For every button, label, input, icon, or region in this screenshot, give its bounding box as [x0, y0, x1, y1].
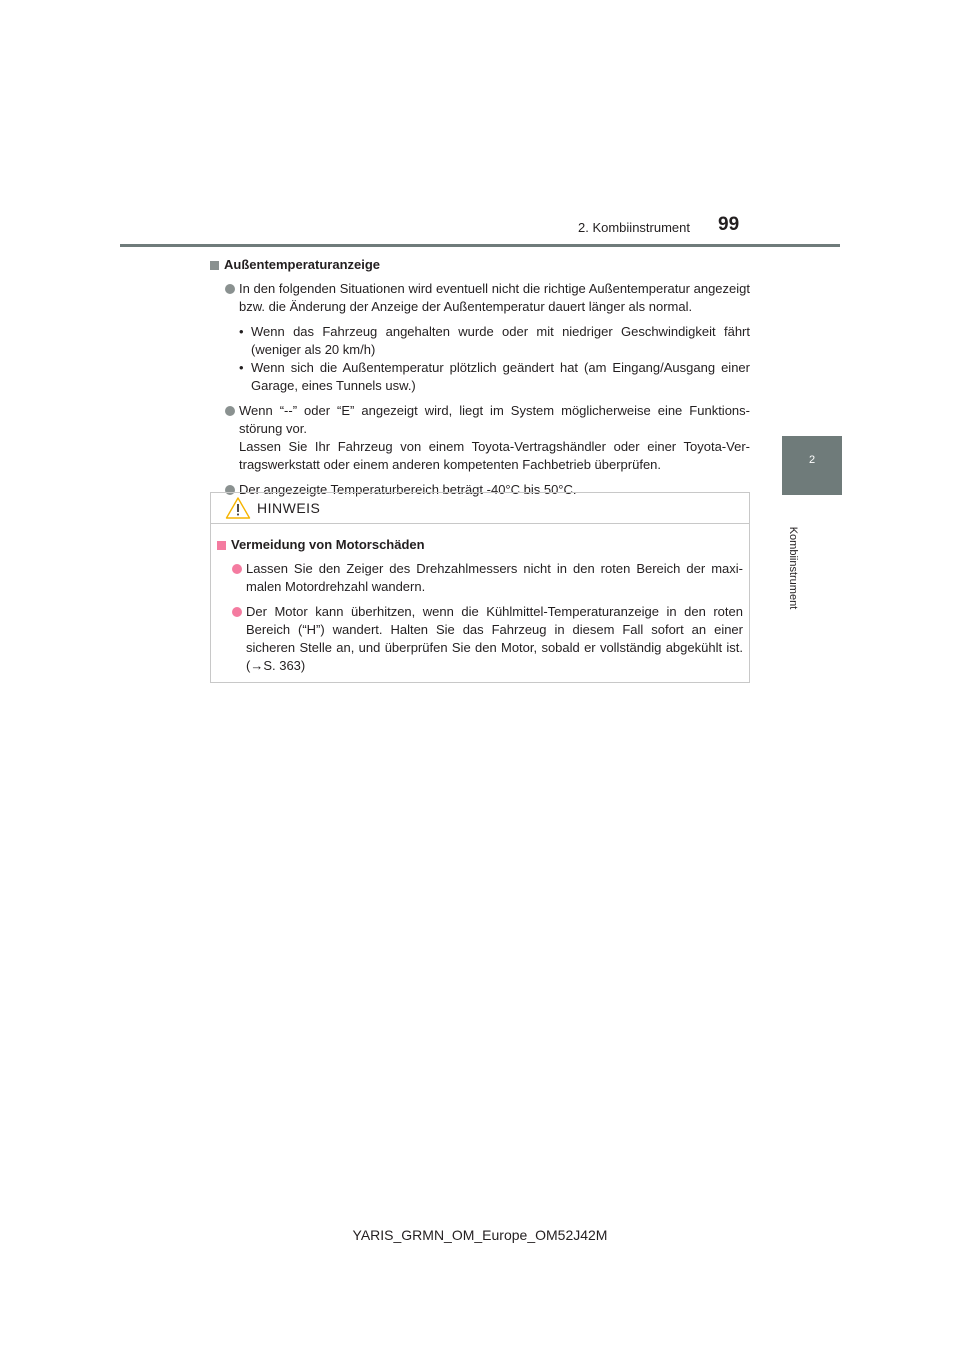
notice-list-item-text: Lassen Sie den Zeiger des Drehzahlmessers nicht in den roten Bereich der maximalen Motordrehzahl wandern.	[246, 561, 743, 594]
sub-list	[210, 323, 750, 395]
header-divider	[120, 244, 840, 247]
chapter-tab-label: Kombiinstrument	[787, 526, 799, 610]
notice-subheading	[217, 536, 743, 554]
notice-box	[210, 492, 750, 683]
sub-list-item	[210, 323, 750, 359]
square-bullet-icon	[217, 541, 226, 550]
notice-body	[211, 524, 749, 675]
notice-header	[211, 493, 749, 524]
warning-triangle-icon	[225, 496, 251, 520]
round-bullet-icon	[232, 564, 242, 574]
notice-list-item	[217, 603, 743, 675]
main-content	[210, 256, 750, 506]
square-bullet-icon	[210, 261, 219, 270]
list-item	[210, 280, 750, 316]
sub-list-item-text: Wenn das Fahrzeug angehalten wurde oder mit niedriger Geschwindigkeit fährt (weniger als 20 km/h)	[251, 324, 750, 357]
section-heading	[210, 256, 750, 274]
header-section-title: 2. Kombiinstrument	[578, 220, 690, 235]
round-bullet-icon	[225, 406, 235, 416]
list-item-text: Wenn “--” oder “E” angezeigt wird, liegt im System möglicherweise eine Funktionsstörung vor.	[239, 403, 750, 436]
notice-subtitle: Vermeidung von Motorschäden	[231, 537, 425, 552]
round-bullet-icon	[232, 607, 242, 617]
small-bullet-icon: •	[239, 324, 244, 339]
sub-list-item-text: Wenn sich die Außentemperatur plötzlich geändert hat (am Eingang/Ausgang einer Garage, eines Tunnels usw.)	[251, 360, 750, 393]
sub-list-item	[210, 359, 750, 395]
notice-list-item	[217, 560, 743, 596]
list-item-text: Der angezeigte Temperaturbereich beträgt -40°C bis 50°C.	[239, 482, 577, 497]
list-item-text-continued: Lassen Sie Ihr Fahrzeug von einem Toyota-Vertragshändler oder einer Toyota-Vertragswerkstatt oder einem anderen kompetenten Fachbetrieb überprüfen.	[239, 439, 750, 472]
list-item	[210, 402, 750, 474]
round-bullet-icon	[225, 284, 235, 294]
notice-list-item-text: Der Motor kann überhitzen, wenn die Kühlmittel-Temperaturanzeige in den roten Bereich (“H”) wandert. Halten Sie das Fahrzeug in diesem Fall sofort an einer sicheren Stelle an, und überprüfen Sie den Motor, sobald er vollständig abgekühlt ist. (→S. 363)	[246, 604, 743, 673]
list-item-text: In den folgenden Situationen wird eventuell nicht die richtige Außentemperatur angezeigt bzw. die Änderung der Anzeige der Außentemperatur dauert länger als normal.	[239, 281, 750, 314]
notice-title: HINWEIS	[257, 500, 321, 516]
document-footer: YARIS_GRMN_OM_Europe_OM52J42M	[352, 1227, 608, 1243]
small-bullet-icon: •	[239, 360, 244, 375]
chapter-tab: 2	[782, 436, 842, 495]
page-number: 99	[718, 214, 740, 235]
section-title: Außentemperaturanzeige	[224, 257, 381, 272]
